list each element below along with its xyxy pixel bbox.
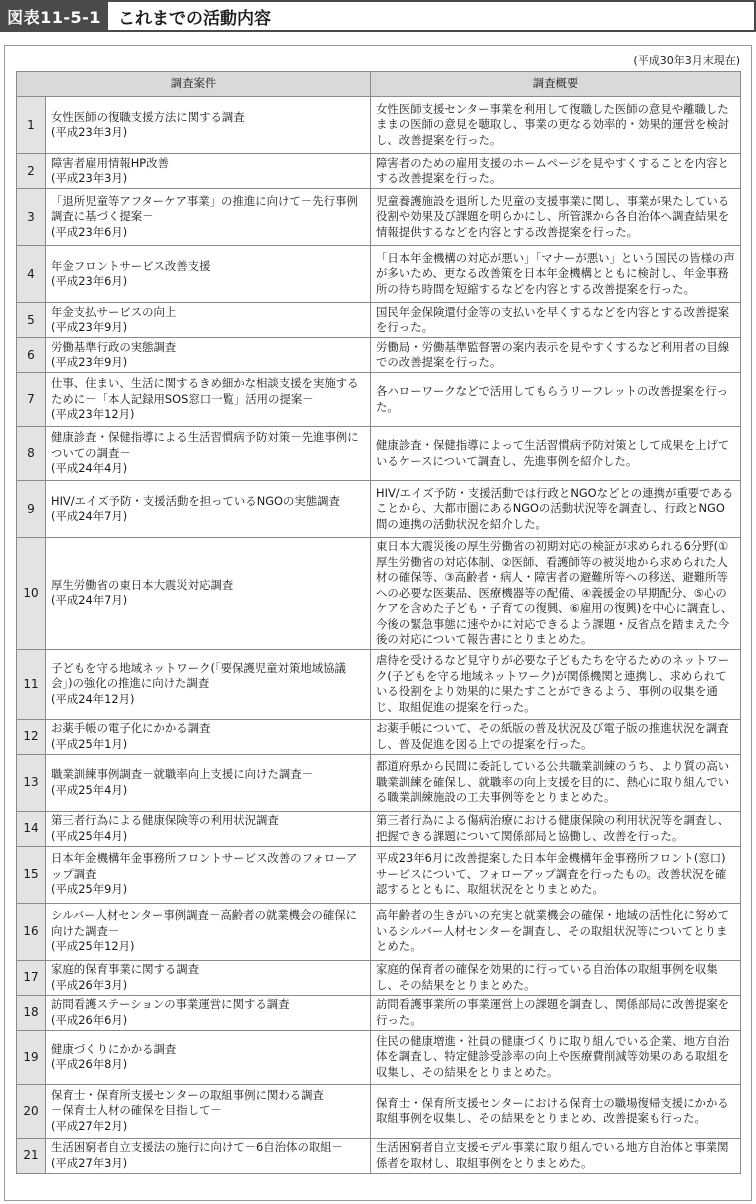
row-number: 15	[17, 846, 46, 903]
case-title: 子どもを守る地域ネットワーク(「要保護児童対策地域協議会」)の強化の推進に向けた調査 (平成24年12月)	[46, 649, 371, 719]
row-number: 21	[17, 1138, 46, 1173]
case-title: 障害者雇用情報HP改善 (平成23年3月)	[46, 154, 371, 189]
table-row	[17, 189, 741, 246]
table-row	[17, 1030, 741, 1084]
case-summary: 女性医師支援センター事業を利用して復職した医師の意見や離職したままの医師の意見を聴取し、事業の更なる効率的・効果的運営を検討し、改善提案を行った。	[371, 97, 741, 154]
table-row	[17, 154, 741, 189]
row-number: 19	[17, 1030, 46, 1084]
row-number: 16	[17, 903, 46, 960]
case-summary: 第三者行為による傷病治療における健康保険の利用状況等を調査し、把握できる課題について関係部局と協働し、改善を行った。	[371, 811, 741, 846]
table-row	[17, 481, 741, 538]
case-title: 健康診査・保健指導による生活習慣病予防対策－先進事例についての調査－ (平成24年4月)	[46, 427, 371, 481]
case-summary: 平成23年6月に改善提案した日本年金機構年金事務所フロント(窓口)サービスについて、フォローアップ調査を行ったもの。改善状況を確認するとともに、取組状況をとりまとめた。	[371, 846, 741, 903]
case-title: 女性医師の復職支援方法に関する調査 (平成23年3月)	[46, 97, 371, 154]
case-title: 年金支払サービスの向上 (平成23年9月)	[46, 303, 371, 338]
table-row	[17, 903, 741, 960]
case-title: シルバー人材センター事例調査－高齢者の就業機会の確保に向けた調査－ (平成25年12月)	[46, 903, 371, 960]
row-number: 6	[17, 338, 46, 373]
table-row	[17, 1084, 741, 1138]
row-number: 12	[17, 719, 46, 754]
case-summary: 児童養護施設を退所した児童の支援事業に関し、事業が果たしている役割や効果及び課題を明らかにし、所管課から各自治体へ調査結果を情報提供するなどを内容とする改善提案を行った。	[371, 189, 741, 246]
figure-title: これまでの活動内容	[108, 0, 756, 32]
table-row	[17, 846, 741, 903]
case-summary: 「日本年金機構の対応が悪い」「マナーが悪い」という国民の皆様の声が多いため、更なる改善策を日本年金機構とともに検討し、年金事務所の待ち時間を短縮するなどを内容とする改善提案を行った。	[371, 246, 741, 303]
case-title: 健康づくりにかかる調査 (平成26年8月)	[46, 1030, 371, 1084]
col-header-summary: 調査概要	[371, 72, 741, 97]
case-summary: 高年齢者の生きがいの充実と就業機会の確保・地域の活性化に努めているシルバー人材センターを調査し、その取組状況等についてとりまとめた。	[371, 903, 741, 960]
table-row	[17, 373, 741, 427]
case-summary: 訪問看護事業所の事業運営上の課題を調査し、関係部局に改善提案を行った。	[371, 995, 741, 1030]
figure-label: 図表11-5-1	[0, 0, 108, 32]
table-row	[17, 649, 741, 719]
row-number: 5	[17, 303, 46, 338]
case-title: 「退所児童等アフターケア事業」の推進に向けて－先行事例調査に基づく提案－ (平成23年6月)	[46, 189, 371, 246]
case-title: 厚生労働省の東日本大震災対応調査 (平成24年7月)	[46, 538, 371, 650]
table-row	[17, 97, 741, 154]
as-of-date: (平成30年3月末現在)	[633, 54, 740, 67]
table-row	[17, 995, 741, 1030]
case-summary: HIV/エイズ予防・支援活動では行政とNGOなどとの連携が重要であることから、大都市圏にあるNGOの活動状況等を調査し、行政とNGO間の連携の活動状況を紹介した。	[371, 481, 741, 538]
figure-title-bar	[0, 0, 756, 32]
row-number: 7	[17, 373, 46, 427]
row-number: 2	[17, 154, 46, 189]
case-title: 保育士・保育所支援センターの取組事例に関わる調査 －保育士人材の確保を目指して－ (平成27年2月)	[46, 1084, 371, 1138]
case-title: 職業訓練事例調査－就職率向上支援に向けた調査－ (平成25年4月)	[46, 754, 371, 811]
case-summary: 各ハローワークなどで活用してもらうリーフレットの改善提案を行った。	[371, 373, 741, 427]
row-number: 18	[17, 995, 46, 1030]
row-number: 11	[17, 649, 46, 719]
case-title: HIV/エイズ予防・支援活動を担っているNGOの実態調査 (平成24年7月)	[46, 481, 371, 538]
case-title: 仕事、住まい、生活に関するきめ細かな相談支援を実施するために－「本人記録用SOS窓口一覧」活用の提案－ (平成23年12月)	[46, 373, 371, 427]
table-header-row	[17, 72, 741, 97]
case-summary: お薬手帳について、その紙版の普及状況及び電子版の推進状況を調査し、普及促進を図る上での提案を行った。	[371, 719, 741, 754]
col-header-case: 調査案件	[17, 72, 371, 97]
row-number: 10	[17, 538, 46, 650]
case-summary: 障害者のための雇用支援のホームページを見やすくすることを内容とする改善提案を行った。	[371, 154, 741, 189]
case-summary: 家庭的保育者の確保を効果的に行っている自治体の取組事例を収集し、その結果をとりまとめた。	[371, 960, 741, 995]
case-title: 日本年金機構年金事務所フロントサービス改善のフォローアップ調査 (平成25年9月)	[46, 846, 371, 903]
case-title: 家庭的保育事業に関する調査 (平成26年3月)	[46, 960, 371, 995]
case-summary: 都道府県から民間に委託している公共職業訓練のうち、より質の高い職業訓練を確保し、就職率の向上支援を目的に、熱心に取り組んでいる職業訓練施設の工夫事例等をとりまとめた。	[371, 754, 741, 811]
table-row	[17, 338, 741, 373]
case-summary: 健康診査・保健指導によって生活習慣病予防対策として成果を上げているケースについて調査し、先進事例を紹介した。	[371, 427, 741, 481]
table-row	[17, 427, 741, 481]
case-summary: 東日本大震災後の厚生労働省の初期対応の検証が求められる6分野(①厚生労働省の対応体制、②医師、看護師等の被災地から求められた人材の確保等、③高齢者・病人・障害者の避難所等への移送、避難所等への必要な医薬品、医療機器等の配備、④義援金の早期配分、⑤心のケアを含めた子ども・子育ての復興、⑥雇用の復興)を中心に調査し、今後の緊急事態に速やかに対応できるよう課題・反省点を踏まえた今後の対応について報告書にとりまとめた。	[371, 538, 741, 650]
activity-table	[16, 71, 741, 1174]
row-number: 17	[17, 960, 46, 995]
row-number: 8	[17, 427, 46, 481]
table-row	[17, 719, 741, 754]
case-title: お薬手帳の電子化にかかる調査 (平成25年1月)	[46, 719, 371, 754]
case-summary: 住民の健康増進・社員の健康づくりに取り組んでいる企業、地方自治体を調査し、特定健診受診率の向上や医療費削減等効果のある取組を収集し、その結果をとりまとめた。	[371, 1030, 741, 1084]
case-summary: 生活困窮者自立支援モデル事業に取り組んでいる地方自治体と事業関係者を取材し、取組事例をとりまとめた。	[371, 1138, 741, 1173]
case-title: 年金フロントサービス改善支援 (平成23年6月)	[46, 246, 371, 303]
row-number: 1	[17, 97, 46, 154]
row-number: 14	[17, 811, 46, 846]
case-summary: 保育士・保育所支援センターにおける保育士の職場復帰支援にかかる取組事例を収集し、その結果をとりまとめ、改善提案も行った。	[371, 1084, 741, 1138]
table-row	[17, 246, 741, 303]
table-row	[17, 960, 741, 995]
case-summary: 虐待を受けるなど見守りが必要な子どもたちを守るためのネットワーク(子どもを守る地域ネットワーク)が関係機関と連携し、求められている役割をより効果的に果たすことができるよう、事例の収集を通じ、取組促進の提案を行った。	[371, 649, 741, 719]
row-number: 20	[17, 1084, 46, 1138]
table-row	[17, 811, 741, 846]
table-row	[17, 303, 741, 338]
table-row	[17, 754, 741, 811]
case-summary: 国民年金保険還付金等の支払いを早くするなどを内容とする改善提案を行った。	[371, 303, 741, 338]
case-title: 訪問看護ステーションの事業運営に関する調査 (平成26年6月)	[46, 995, 371, 1030]
row-number: 4	[17, 246, 46, 303]
row-number: 9	[17, 481, 46, 538]
case-title: 生活困窮者自立支援法の施行に向けて－6自治体の取組－ (平成27年3月)	[46, 1138, 371, 1173]
row-number: 3	[17, 189, 46, 246]
case-summary: 労働局・労働基準監督署の案内表示を見やすくするなど利用者の目線での改善提案を行った。	[371, 338, 741, 373]
case-title: 第三者行為による健康保険等の利用状況調査 (平成25年4月)	[46, 811, 371, 846]
table-row	[17, 538, 741, 650]
case-title: 労働基準行政の実態調査 (平成23年9月)	[46, 338, 371, 373]
row-number: 13	[17, 754, 46, 811]
table-row	[17, 1138, 741, 1173]
